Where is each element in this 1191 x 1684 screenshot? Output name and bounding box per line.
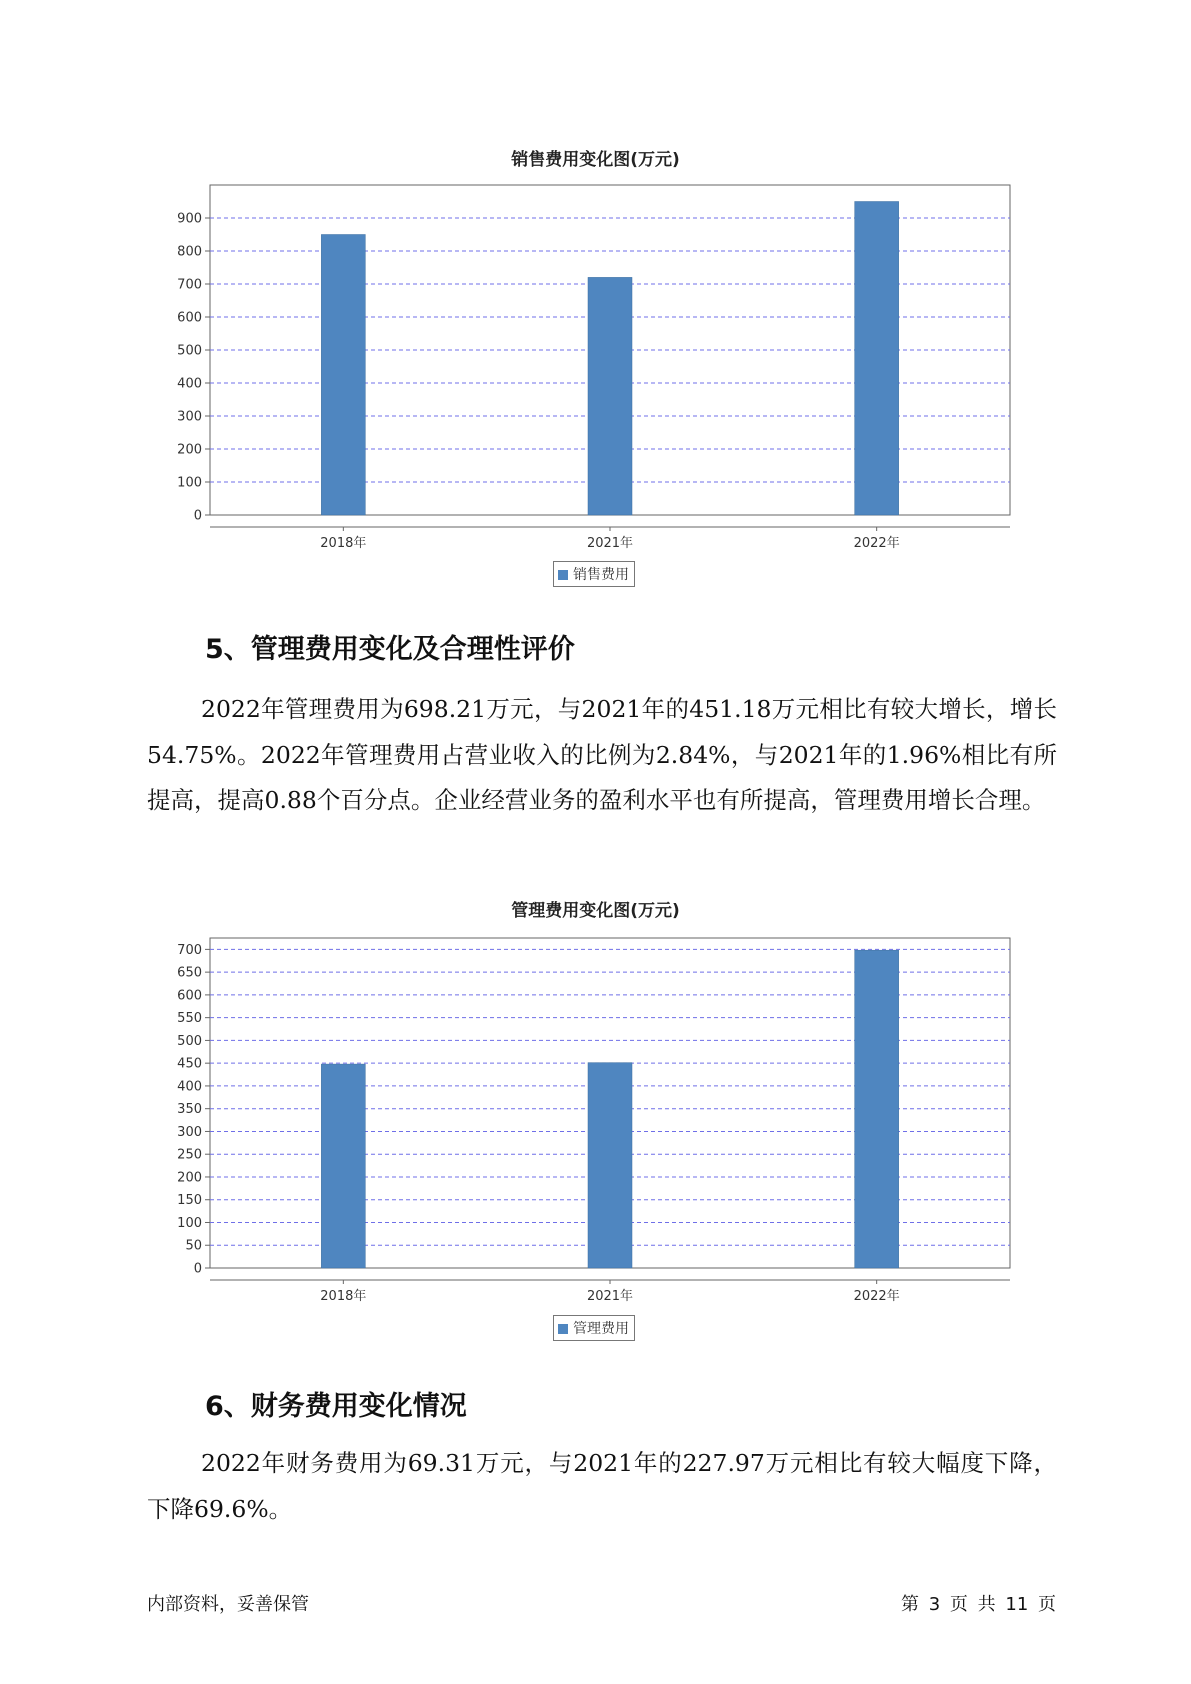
y-tick-label: 250 bbox=[177, 1147, 202, 1163]
section-5-heading: 5、管理费用变化及合理性评价 bbox=[205, 634, 575, 665]
y-tick-label: 350 bbox=[177, 1102, 202, 1118]
y-tick-label: 600 bbox=[177, 988, 202, 1004]
bar bbox=[855, 950, 899, 1268]
sales-expense-chart bbox=[0, 175, 1191, 555]
x-tick-label: 2021年 bbox=[586, 1289, 634, 1304]
bar bbox=[321, 235, 365, 516]
y-tick-label: 300 bbox=[177, 409, 202, 425]
y-tick-label: 600 bbox=[177, 310, 202, 326]
y-tick-label: 100 bbox=[177, 1215, 202, 1231]
y-tick-label: 0 bbox=[193, 1261, 202, 1277]
y-tick-label: 900 bbox=[177, 211, 202, 227]
y-tick-label: 200 bbox=[177, 1170, 202, 1186]
sales-chart-title: 销售费用变化图(万元) bbox=[511, 150, 680, 170]
y-tick-label: 450 bbox=[177, 1056, 202, 1072]
y-tick-label: 550 bbox=[177, 1011, 202, 1027]
x-tick-label: 2022年 bbox=[853, 1289, 900, 1304]
y-tick-label: 500 bbox=[177, 1033, 202, 1049]
y-tick-label: 150 bbox=[177, 1193, 202, 1209]
bar bbox=[321, 1064, 365, 1268]
y-tick-label: 300 bbox=[177, 1124, 202, 1140]
y-tick-label: 400 bbox=[177, 1079, 202, 1095]
y-tick-label: 200 bbox=[177, 442, 202, 458]
legend-label: 管理费用 bbox=[573, 1321, 629, 1337]
section-5-paragraph: 2022年管理费用为698.21万元，与2021年的451.18万元相比有较大增长，增长54.75%。2022年管理费用占营业收入的比例为2.84%，与2021年的1.96%相比有所提高，提高0.88个百分点。企业经营业务的盈利水平也有所提高，管理费用增长合理。 bbox=[147, 695, 1057, 814]
x-tick-label: 2022年 bbox=[853, 536, 900, 551]
admin-chart-legend bbox=[553, 1315, 635, 1341]
x-tick-label: 2021年 bbox=[586, 536, 634, 551]
legend-swatch bbox=[558, 1324, 568, 1334]
admin-expense-chart bbox=[0, 928, 1191, 1308]
bar bbox=[855, 202, 899, 516]
section-6-paragraph: 2022年财务费用为69.31万元，与2021年的227.97万元相比有较大幅度下降，下降69.6%。 bbox=[147, 1449, 1057, 1523]
footer-confidential-note: 内部资料，妥善保管 bbox=[147, 1594, 309, 1615]
x-tick-label: 2018年 bbox=[320, 536, 367, 551]
sales-chart-legend bbox=[553, 561, 635, 587]
bar bbox=[588, 277, 632, 515]
x-tick-label: 2018年 bbox=[320, 1289, 367, 1304]
section-6-heading: 6、财务费用变化情况 bbox=[205, 1391, 467, 1422]
admin-chart-title: 管理费用变化图(万元) bbox=[511, 901, 680, 921]
legend-label: 销售费用 bbox=[573, 567, 629, 583]
y-tick-label: 650 bbox=[177, 965, 202, 981]
y-tick-label: 0 bbox=[193, 508, 202, 524]
y-tick-label: 800 bbox=[177, 244, 202, 260]
y-tick-label: 700 bbox=[177, 942, 202, 958]
y-tick-label: 50 bbox=[185, 1238, 202, 1254]
y-tick-label: 500 bbox=[177, 343, 202, 359]
footer-page-number: 第 3 页 共 11 页 bbox=[901, 1594, 1056, 1615]
legend-swatch bbox=[558, 570, 568, 580]
y-tick-label: 700 bbox=[177, 277, 202, 293]
y-tick-label: 400 bbox=[177, 376, 202, 392]
y-tick-label: 100 bbox=[177, 475, 202, 491]
bar bbox=[588, 1063, 632, 1268]
